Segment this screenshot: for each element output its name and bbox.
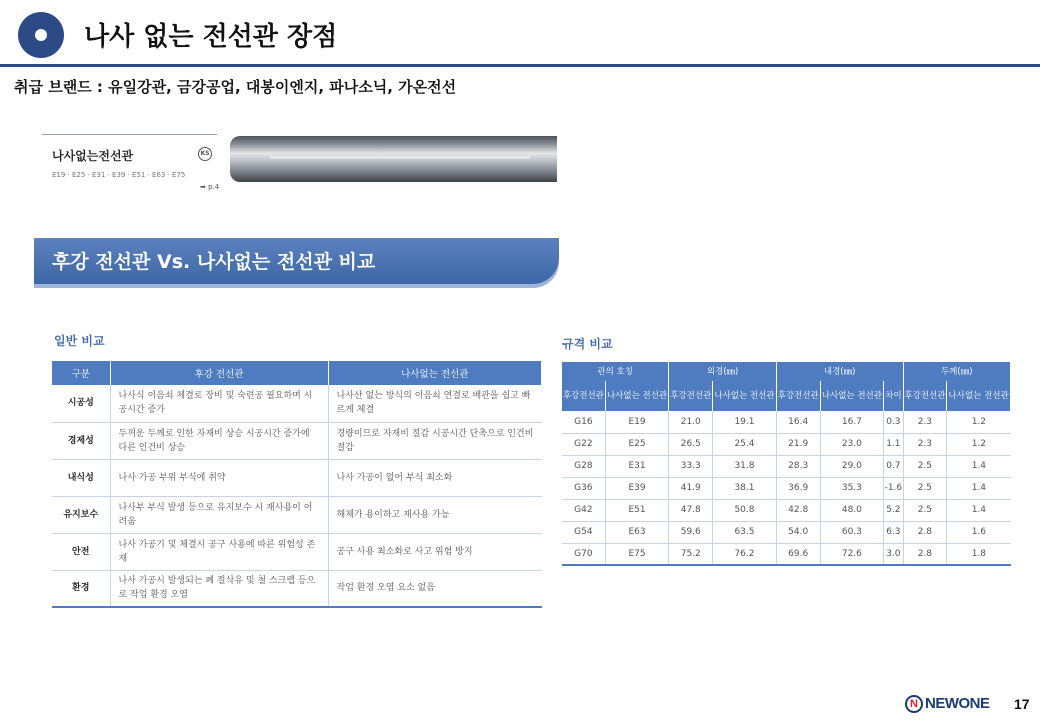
slide-header — [0, 0, 1040, 66]
spec-sub-header: 후강전선관 — [669, 381, 713, 411]
spec-cell: 16.4 — [776, 411, 820, 433]
row-hugang: 나사 가공시 발생되는 폐 절삭유 및 철 스크랩 등으로 작업 환경 오염 — [110, 570, 328, 607]
spec-cell: 1.2 — [947, 411, 1011, 433]
row-threadless: 공구 사용 최소화로 사고 위험 방지 — [328, 533, 542, 570]
spec-cell: 2.5 — [903, 455, 947, 477]
spec-cell: 31.8 — [713, 455, 777, 477]
spec-cell: E25 — [605, 433, 669, 455]
spec-cell: 0.3 — [884, 411, 903, 433]
spec-cell: 1.2 — [947, 433, 1011, 455]
spec-cell: E51 — [605, 499, 669, 521]
spec-cell: 2.8 — [903, 543, 947, 565]
spec-cell: 2.8 — [903, 521, 947, 543]
spec-sub-header: 나사없는 전선관 — [947, 381, 1011, 411]
spec-group-header: 내경(㎜) — [776, 362, 903, 381]
spec-cell: 25.4 — [713, 433, 777, 455]
pipe-image — [230, 136, 557, 182]
spec-cell: 50.8 — [713, 499, 777, 521]
row-hugang: 나사식 이음쇠 체결로 장비 및 숙련공 필요하며 시공시간 증가 — [110, 385, 328, 422]
spec-comparison-title: 규격 비교 — [562, 337, 613, 351]
table-row — [562, 499, 1011, 521]
spec-sub-header: 후강전선관 — [562, 381, 605, 411]
spec-cell: E31 — [605, 455, 669, 477]
spec-sub-header: 후강전선관 — [776, 381, 820, 411]
spec-group-header: 두께(㎜) — [903, 362, 1010, 381]
spec-cell: 1.4 — [947, 455, 1011, 477]
spec-cell: E19 — [605, 411, 669, 433]
table-row — [562, 521, 1011, 543]
table-header-threadless: 나사없는 전선관 — [328, 361, 542, 385]
spec-cell: 29.0 — [820, 455, 884, 477]
spec-cell: 76.2 — [713, 543, 777, 565]
spec-cell: E75 — [605, 543, 669, 565]
spec-cell: 35.3 — [820, 477, 884, 499]
spec-cell: 23.0 — [820, 433, 884, 455]
general-comparison-table — [52, 361, 542, 608]
spec-cell: 47.8 — [669, 499, 713, 521]
ks-certification-icon: KS — [198, 147, 212, 161]
spec-cell: 1.8 — [947, 543, 1011, 565]
spec-cell: 0.7 — [884, 455, 903, 477]
page-number: 17 — [1014, 696, 1030, 712]
row-threadless: 나사 가공이 없어 부식 최소화 — [328, 459, 542, 496]
spec-cell: G16 — [562, 411, 605, 433]
spec-cell: G54 — [562, 521, 605, 543]
spec-cell: 33.3 — [669, 455, 713, 477]
product-name: 나사없는전선관 — [52, 149, 134, 163]
product-label-box — [42, 134, 220, 192]
row-category: 경제성 — [52, 422, 110, 459]
spec-cell: 1.4 — [947, 477, 1011, 499]
spec-cell: 1.6 — [947, 521, 1011, 543]
spec-cell: 75.2 — [669, 543, 713, 565]
table-row — [52, 385, 542, 422]
spec-cell: 5.2 — [884, 499, 903, 521]
spec-cell: 2.5 — [903, 499, 947, 521]
spec-cell: -1.6 — [884, 477, 903, 499]
logo-mark-icon: N — [905, 695, 923, 713]
product-image-strip — [42, 132, 557, 194]
spec-sub-header: 후강전선관 — [903, 381, 947, 411]
spec-cell: 26.5 — [669, 433, 713, 455]
spec-cell: G42 — [562, 499, 605, 521]
row-category: 내식성 — [52, 459, 110, 496]
spec-group-header: 외경(㎜) — [669, 362, 776, 381]
logo-text: NEWONE — [925, 695, 990, 712]
spec-cell: E63 — [605, 521, 669, 543]
spec-cell: 42.8 — [776, 499, 820, 521]
table-row — [562, 477, 1011, 499]
brands-line: 취급 브랜드 : 유일강관, 금강공업, 대봉이엔지, 파나소닉, 가온전선 — [14, 78, 457, 96]
header-divider — [0, 64, 1040, 67]
spec-cell: 60.3 — [820, 521, 884, 543]
spec-cell: 38.1 — [713, 477, 777, 499]
title-bullet-icon — [18, 12, 64, 58]
row-category: 안전 — [52, 533, 110, 570]
slide-title: 나사 없는 전선관 장점 — [84, 22, 338, 52]
spec-cell: 41.9 — [669, 477, 713, 499]
spec-cell: G28 — [562, 455, 605, 477]
spec-cell: E39 — [605, 477, 669, 499]
spec-cell: 2.5 — [903, 477, 947, 499]
spec-cell: 69.6 — [776, 543, 820, 565]
general-comparison-title: 일반 비교 — [54, 334, 105, 348]
row-hugang: 나사 가공 부위 부식에 취약 — [110, 459, 328, 496]
spec-cell: G36 — [562, 477, 605, 499]
row-hugang: 나사 가공기 및 체결시 공구 사용에 따른 위험성 존재 — [110, 533, 328, 570]
row-hugang: 나사부 부식 발생 등으로 유지보수 시 재사용이 어려움 — [110, 496, 328, 533]
row-category: 환경 — [52, 570, 110, 607]
table-row — [562, 543, 1011, 565]
banner-title: 후강 전선관 Vs. 나사없는 전선관 비교 — [52, 251, 376, 273]
spec-sub-header: 나사없는 전선관 — [820, 381, 884, 411]
spec-cell: 28.3 — [776, 455, 820, 477]
table-header-category: 구분 — [52, 361, 110, 385]
spec-cell: 63.5 — [713, 521, 777, 543]
table-row — [52, 496, 542, 533]
spec-cell: 19.1 — [713, 411, 777, 433]
spec-sub-header: 나사없는 전선관 — [713, 381, 777, 411]
table-row — [562, 433, 1011, 455]
row-category: 시공성 — [52, 385, 110, 422]
spec-cell: 1.1 — [884, 433, 903, 455]
spec-cell: 3.0 — [884, 543, 903, 565]
spec-cell: 2.3 — [903, 411, 947, 433]
spec-cell: 59.6 — [669, 521, 713, 543]
row-hugang: 두꺼운 두께로 인한 자재비 상승 시공시간 증가에 다른 인건비 상승 — [110, 422, 328, 459]
spec-cell: 2.3 — [903, 433, 947, 455]
product-page-ref: ➡ p.4 — [200, 183, 220, 191]
comparison-banner — [34, 238, 559, 284]
table-row — [562, 455, 1011, 477]
product-sizes: E19 · E25 · E31 · E39 · E51 · E63 · E75 — [52, 171, 186, 179]
row-threadless: 해체가 용이하고 재사용 가능 — [328, 496, 542, 533]
table-header-hugang: 후강 전선관 — [110, 361, 328, 385]
row-threadless: 작업 환경 오염 요소 없음 — [328, 570, 542, 607]
spec-cell: 48.0 — [820, 499, 884, 521]
spec-cell: 6.3 — [884, 521, 903, 543]
table-row — [562, 411, 1011, 433]
table-row — [52, 570, 542, 607]
spec-cell: 72.6 — [820, 543, 884, 565]
spec-cell: G22 — [562, 433, 605, 455]
table-row — [52, 422, 542, 459]
row-category: 유지보수 — [52, 496, 110, 533]
table-row — [52, 533, 542, 570]
spec-cell: 21.9 — [776, 433, 820, 455]
spec-cell: 16.7 — [820, 411, 884, 433]
spec-cell: 1.4 — [947, 499, 1011, 521]
spec-cell: 21.0 — [669, 411, 713, 433]
spec-comparison-table — [562, 362, 1011, 566]
spec-cell: G70 — [562, 543, 605, 565]
spec-sub-header: 차이 — [884, 381, 903, 411]
spec-sub-header: 나사없는 전선관 — [605, 381, 669, 411]
table-row — [52, 459, 542, 496]
row-threadless: 경량이므로 자재비 절감 시공시간 단축으로 인건비 절감 — [328, 422, 542, 459]
spec-group-header: 관의 호칭 — [562, 362, 669, 381]
row-threadless: 나사산 없는 방식의 이음쇠 연결로 배관을 쉽고 빠르게 체결 — [328, 385, 542, 422]
spec-cell: 54.0 — [776, 521, 820, 543]
spec-cell: 36.9 — [776, 477, 820, 499]
